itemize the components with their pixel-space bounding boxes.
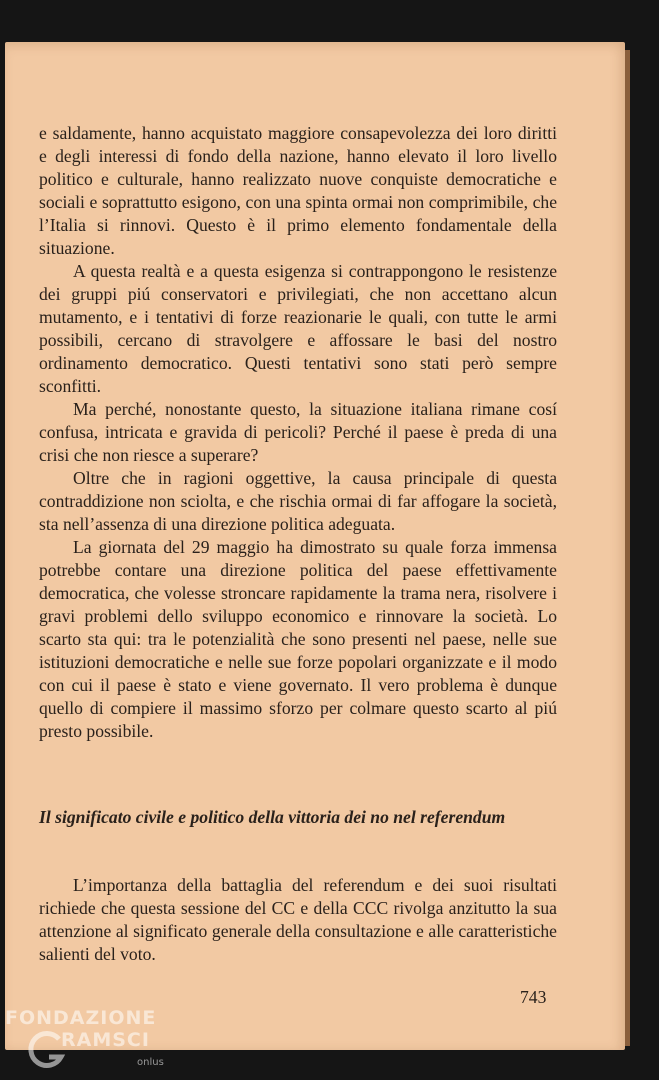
page-edge bbox=[625, 50, 630, 1046]
section-heading: Il significato civile e politico della vittoria dei no nel referendum bbox=[39, 807, 506, 827]
paragraph: Oltre che in ragioni oggettive, la causa principale di questa contraddizione non sciolta, e che rischia ormai di far affogare la società, sta nell’assenza di una direzione politica adeguata. bbox=[39, 468, 557, 534]
paragraph: A questa realtà e a questa esigenza si contrappongono le resistenze dei gruppi piú conservatori e privilegiati, che non accettano alcun mutamento, e i tentativi di forze reazionarie le quali, con tutte le armi possibili, cercano di stravolgere e affossare le basi del nostro ordinamento democratico. Questi tentativi sono stati però sempre sconfitti. bbox=[39, 261, 557, 396]
paragraph: Ma perché, nonostante questo, la situazione italiana rimane cosí confusa, intricata e gravida di pericoli? Perché il paese è preda di una crisi che non riesce a superare? bbox=[39, 399, 557, 465]
watermark-sub: onlus bbox=[137, 1057, 164, 1068]
body-text bbox=[39, 122, 557, 743]
page-number: 743 bbox=[520, 987, 547, 1007]
paragraph: L’importanza della battaglia del referendum e dei suoi risultati richiede che questa sessione del CC e della CCC rivolga anzitutto la sua attenzione al significato generale della consultazione e alle caratteristiche salienti del voto. bbox=[39, 875, 557, 964]
paragraph: La giornata del 29 maggio ha dimostrato su quale forza immensa potrebbe contare una direzione politica del paese effettivamente democratica, che volesse stroncare rapidamente la trama nera, risolvere i gravi problemi dello sviluppo economico e rinnovare la società. Lo scarto sta qui: tra le potenzialità che sono presenti nel paese, nelle sue istituzioni democratiche e nelle sue forze popolari organizzate e il modo con cui il paese è stato e viene governato. Il vero problema è dunque quello di compiere il massimo sforzo per colmare questo scarto al piú presto possibile. bbox=[39, 537, 557, 741]
body-text-after-heading bbox=[39, 874, 557, 966]
watermark-line2: RAMSCI bbox=[61, 1029, 150, 1051]
paragraph: e saldamente, hanno acquistato maggiore consapevolezza dei loro diritti e degli interessi di fondo della nazione, hanno elevato il loro livello politico e culturale, hanno realizzato nuove conquiste democratiche e sociali e soprattutto esigono, con una spinta ormai non comprimibile, che l’Italia si rinnovi. Questo è il primo elemento fondamentale della situazione. bbox=[39, 123, 557, 258]
watermark-line1: FONDAZIONE bbox=[5, 1007, 157, 1029]
